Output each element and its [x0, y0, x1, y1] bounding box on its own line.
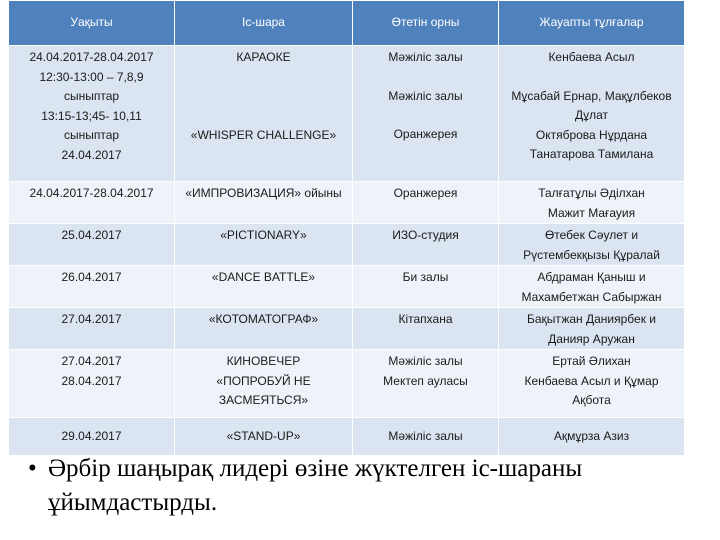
responsible-name: Рүстембекқызы Құралай — [523, 247, 660, 262]
header-event: Іс-шара — [175, 1, 353, 46]
responsible-name: Мажит Мағауия — [547, 205, 636, 220]
bullet-paragraph — [28, 452, 688, 520]
cell-place — [353, 308, 499, 350]
event-name: КИНОВЕЧЕР — [226, 354, 301, 368]
date-line: 26.04.2017 — [61, 270, 122, 284]
bullet-text: Әрбір шаңырақ лидері өзіне жүктелген іс-шараны ұйымдастырды. — [48, 455, 583, 516]
responsible-name: Танатарова Тамилана — [529, 147, 654, 161]
cell-place — [353, 350, 499, 418]
event-name: «WHISPER CHALLENGE» — [190, 127, 337, 142]
table-row — [9, 224, 685, 266]
cell-place — [353, 266, 499, 308]
cell-place — [353, 224, 499, 266]
cell-responsible — [499, 350, 685, 418]
date-line: 27.04.2017 — [61, 354, 122, 368]
responsible-name: Дұлат — [574, 108, 609, 122]
responsible-name: Махамбетжан Сабыржан — [521, 289, 662, 304]
place-name: Оранжерея — [393, 186, 458, 200]
responsible-name: Бақытжан Даниярбек и — [527, 312, 656, 326]
date-line: 29.04.2017 — [61, 428, 122, 443]
cell-date — [9, 418, 175, 456]
event-name: «ИМПРОВИЗАЦИЯ» ойыны — [185, 186, 342, 200]
date-line: 25.04.2017 — [61, 228, 122, 242]
event-name: «STAND-UP» — [226, 428, 301, 443]
responsible-name: Ақбота — [572, 393, 611, 407]
event-name: «КОТОМАТОГРАФ» — [208, 312, 319, 326]
responsible-name: Мұсабай Ернар, Мақұлбеков — [511, 88, 672, 103]
cell-responsible — [499, 266, 685, 308]
events-table — [8, 0, 685, 456]
table-row — [9, 308, 685, 350]
cell-event — [175, 266, 353, 308]
event-name: «DANCE BATTLE» — [211, 270, 316, 284]
place-name: Би залы — [402, 270, 449, 284]
event-name: КАРАОКЕ — [236, 50, 291, 64]
cell-place — [353, 182, 499, 224]
cell-place — [353, 418, 499, 456]
responsible-name: Кенбаева Асыл и Құмар — [524, 373, 659, 388]
cell-event — [175, 224, 353, 266]
cell-date — [9, 350, 175, 418]
cell-event — [175, 418, 353, 456]
date-line: 13:15-13;45- 10,11 — [41, 108, 142, 123]
event-name: «PICTIONARY» — [220, 228, 307, 242]
cell-date — [9, 266, 175, 308]
cell-date — [9, 46, 175, 182]
date-line: сыныптар — [63, 128, 120, 142]
place-name: Мәжіліс залы — [388, 50, 463, 64]
place-name: ИЗО-студия — [392, 228, 459, 242]
responsible-name: Кенбаева Асыл — [548, 50, 635, 64]
responsible-name: Данияр Аружан — [548, 331, 635, 346]
header-responsible: Жауапты тұлғалар — [499, 1, 685, 46]
place-name: Мәжіліс залы — [388, 88, 463, 103]
event-name: «ПОПРОБУЙ НЕ ЗАСМЕЯТЬСЯ» — [216, 373, 311, 407]
cell-place — [353, 46, 499, 182]
cell-responsible — [499, 182, 685, 224]
responsible-name: Октяброва Нұрдана — [535, 127, 648, 142]
cell-date — [9, 224, 175, 266]
date-line: 27.04.2017 — [61, 312, 122, 326]
cell-responsible — [499, 308, 685, 350]
table-header-row — [9, 1, 685, 46]
place-name: Мәжіліс залы — [388, 354, 463, 368]
place-name: Мектеп ауласы — [383, 373, 468, 388]
responsible-name: Ақмұрза Азиз — [553, 428, 630, 443]
cell-event — [175, 308, 353, 350]
table-row — [9, 418, 685, 456]
table-row — [9, 182, 685, 224]
date-line: 24.04.2017-28.04.2017 — [29, 186, 154, 200]
cell-event — [175, 46, 353, 182]
responsible-name: Абдраман Қаныш и — [537, 270, 646, 284]
bullet-icon: • — [28, 455, 37, 482]
cell-event — [175, 350, 353, 418]
cell-date — [9, 182, 175, 224]
date-line: сыныптар — [63, 89, 120, 103]
table-row — [9, 350, 685, 418]
cell-responsible — [499, 418, 685, 456]
place-name: Мәжіліс залы — [388, 428, 463, 443]
cell-event — [175, 182, 353, 224]
table-row — [9, 46, 685, 182]
date-line: 24.04.2017-28.04.2017 — [29, 50, 154, 64]
place-name: Кітапхана — [398, 312, 453, 326]
table-row — [9, 266, 685, 308]
responsible-name: Талғатұлы Әділхан — [538, 186, 645, 200]
responsible-name: Өтебек Сәулет и — [544, 228, 639, 242]
cell-responsible — [499, 224, 685, 266]
date-line: 12:30-13:00 – 7,8,9 — [39, 69, 144, 84]
cell-date — [9, 308, 175, 350]
cell-responsible — [499, 46, 685, 182]
place-name: Оранжерея — [393, 127, 458, 141]
header-place: Өтетін орны — [353, 1, 499, 46]
responsible-name: Ертай Әлихан — [552, 354, 631, 368]
date-line: 28.04.2017 — [61, 373, 122, 388]
header-time: Уақыты — [9, 1, 175, 46]
date-line: 24.04.2017 — [61, 147, 122, 162]
